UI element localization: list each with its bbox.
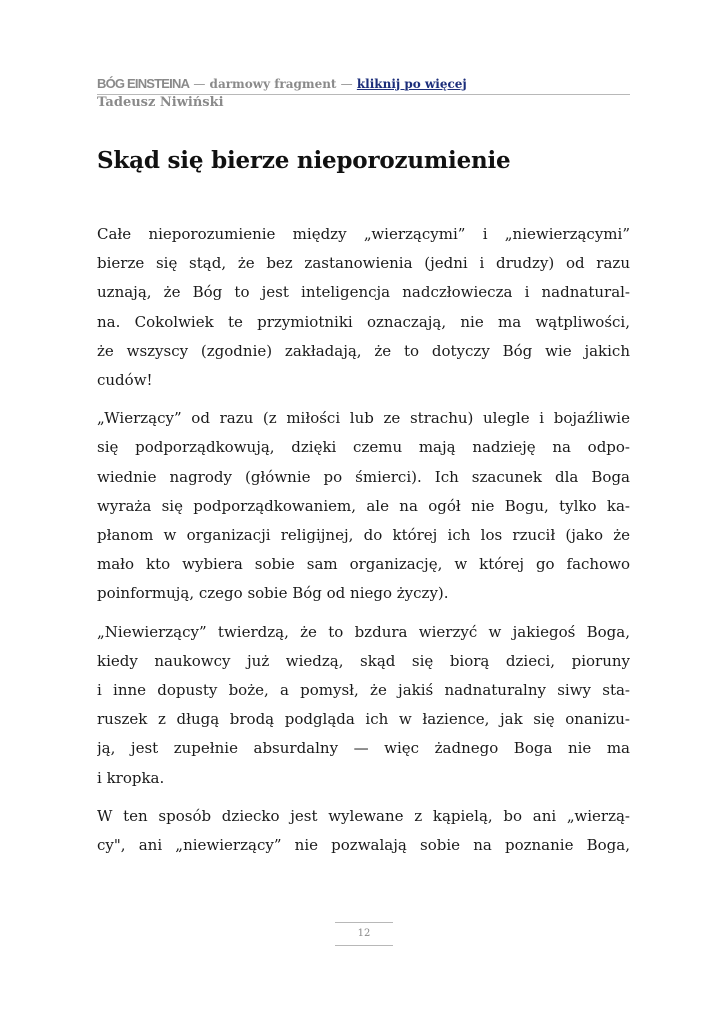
text-line: wyraża się podporządkowaniem, ale na ogół nie Bogu, tylko ka- bbox=[97, 496, 630, 515]
text-line: płanom w organizacji religijnej, do której ich los rzucił (jako że bbox=[97, 526, 630, 545]
text-line: cudów! bbox=[97, 371, 153, 390]
author-name: Tadeusz Niwiński bbox=[97, 95, 224, 110]
running-header bbox=[97, 76, 630, 92]
text-line: wiednie nagrody (głównie po śmierci). Ich szacunek dla Boga bbox=[97, 467, 630, 486]
text-line: i inne dopusty boże, a pomysł, że jakiś nadnaturalny siwy sta- bbox=[97, 681, 630, 700]
more-link[interactable]: kliknij po więcej bbox=[356, 77, 467, 91]
body-text bbox=[97, 220, 630, 869]
fragment-label: darmowy fragment bbox=[209, 77, 337, 91]
page-footer bbox=[335, 922, 393, 946]
header-separator: — bbox=[193, 77, 206, 91]
text-line: że wszyscy (zgodnie) zakładają, że to dotyczy Bóg wie jakich bbox=[97, 341, 630, 360]
text-line: „Niewierzący” twierdzą, że to bzdura wierzyć w jakiegoś Boga, bbox=[97, 622, 630, 641]
text-line: Całe nieporozumienie między „wierzącymi” i „niewierzącymi” bbox=[97, 225, 630, 243]
text-line: na. Cokolwiek te przymiotniki oznaczają, nie ma wątpliwości, bbox=[97, 312, 630, 331]
text-line: i kropka. bbox=[97, 768, 165, 787]
text-line: „Wierzący” od razu (z miłości lub ze strachu) ulegle i bojaźliwie bbox=[97, 409, 630, 428]
paragraph bbox=[97, 618, 630, 793]
text-line: uznają, że Bóg to jest inteligencja nadczłowiecza i nadnatural- bbox=[97, 283, 630, 302]
text-line: cy", ani „niewierzący” nie pozwalają sobie na poznanie Boga, bbox=[97, 836, 630, 855]
text-line: bierze się stąd, że bez zastanowienia (jedni i drudzy) od razu bbox=[97, 254, 630, 273]
text-line: ją, jest zupełnie absurdalny — więc żadnego Boga nie ma bbox=[97, 739, 630, 758]
header-separator: — bbox=[340, 77, 353, 91]
text-line: kiedy naukowcy już wiedzą, skąd się biorą dzieci, pioruny bbox=[97, 651, 630, 670]
paragraph bbox=[97, 220, 630, 395]
paragraph bbox=[97, 404, 630, 608]
text-line: mało kto wybiera sobie sam organizację, w której go fachowo bbox=[97, 555, 630, 574]
chapter-title: Skąd się bierze nieporozumienie bbox=[97, 147, 511, 174]
text-line: poinformują, czego sobie Bóg od niego życzy). bbox=[97, 584, 449, 603]
text-line: W ten sposób dziecko jest wylewane z kąpielą, bo ani „wierzą- bbox=[97, 806, 630, 825]
text-line: ruszek z długą brodą podgląda ich w łazience, jak się onanizu- bbox=[97, 710, 630, 729]
footer-divider-bottom bbox=[335, 945, 393, 946]
text-line: się podporządkowują, dzięki czemu mają nadzieję na odpo- bbox=[97, 438, 630, 457]
page-number: 12 bbox=[357, 928, 371, 939]
book-title: BÓG EINSTEINA bbox=[97, 76, 190, 91]
paragraph bbox=[97, 802, 630, 860]
